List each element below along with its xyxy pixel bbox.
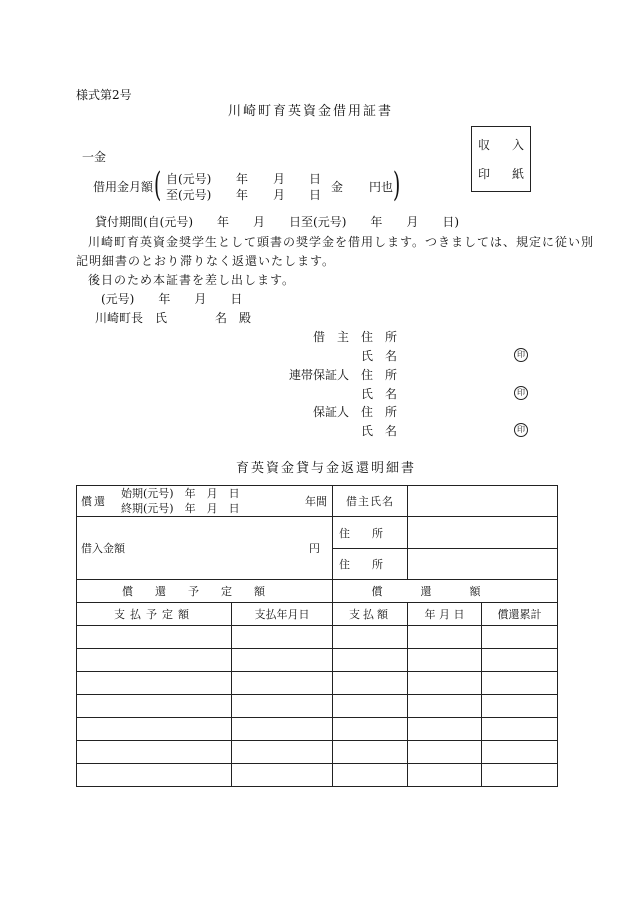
ymd-col: 年 月 日: [408, 603, 482, 626]
cell: [408, 741, 482, 764]
address-label: 住 所: [361, 405, 398, 419]
from-year: 年: [236, 172, 249, 186]
yen-suffix: 円也: [369, 180, 394, 194]
from-prefix: 自(元号): [166, 172, 212, 186]
address-label: 住 所: [361, 368, 398, 382]
cell: [232, 626, 333, 649]
to-prefix: 至(元号): [166, 188, 212, 202]
plan-amount-col: 支払予定額: [77, 603, 232, 626]
stamp-char: 入: [512, 138, 525, 152]
repayment-table: [76, 485, 558, 787]
table-row: [77, 626, 558, 649]
table-row: [77, 672, 558, 695]
cell: [408, 718, 482, 741]
cell: [482, 672, 558, 695]
cell: [232, 764, 333, 787]
seal-mark: 印: [514, 348, 528, 362]
plan-header: 償還予定額: [77, 580, 333, 603]
end-term: 終期(元号) 年 月 日: [121, 502, 240, 515]
stamp-char: 印: [478, 167, 491, 181]
cell: [333, 672, 408, 695]
loan-amount-cell: [77, 517, 333, 580]
borrower-label: 借 主: [313, 330, 350, 344]
yen-label: 円: [309, 542, 320, 555]
cell: [77, 741, 232, 764]
cell: [482, 741, 558, 764]
cell: [408, 649, 482, 672]
borrower-name-header: 借主氏名: [333, 486, 408, 517]
from-day: 日: [309, 172, 322, 186]
cell: [333, 718, 408, 741]
name-label: 氏 名: [361, 349, 398, 363]
cell: [482, 764, 558, 787]
addressee: 川崎町長 氏 名 殿: [95, 311, 252, 325]
cell: [232, 649, 333, 672]
address-header: 住 所: [333, 517, 408, 549]
to-year: 年: [236, 188, 249, 202]
table-row: [77, 764, 558, 787]
body-text-1: 川崎町育英資金奨学生として頭書の奨学金を借用します。つきましては、規定に従い別: [88, 235, 595, 249]
borrower-name-value: [408, 486, 558, 517]
date-line: (元号) 年 月 日: [101, 292, 243, 306]
repay-label: 償還: [81, 495, 107, 508]
to-month: 月: [273, 188, 286, 202]
cell: [232, 741, 333, 764]
cell: [232, 718, 333, 741]
left-paren: (: [153, 165, 162, 205]
cell: [77, 626, 232, 649]
cell: [408, 626, 482, 649]
cell: [482, 695, 558, 718]
cell: [333, 626, 408, 649]
stamp-char: 紙: [512, 167, 525, 181]
address-value: [408, 517, 558, 549]
cell: [77, 718, 232, 741]
joint-guarantor-label: 連帯保証人: [289, 368, 350, 382]
form-number: 様式第2号: [76, 88, 132, 102]
table-title: 育英資金貸与金返還明細書: [236, 461, 417, 476]
amount-label: 一金: [82, 150, 107, 164]
cell: [482, 718, 558, 741]
name-label: 氏 名: [361, 387, 398, 401]
seal-mark: 印: [514, 423, 528, 437]
cell: [77, 695, 232, 718]
table-row: [77, 517, 558, 549]
start-term: 始期(元号) 年 月 日: [121, 487, 240, 500]
cell: [232, 672, 333, 695]
cell: [482, 649, 558, 672]
body-text-3: 後日のため本証書を差し出します。: [88, 273, 296, 287]
table-row: [77, 695, 558, 718]
cell: [232, 695, 333, 718]
cell: [408, 764, 482, 787]
name-label: 氏 名: [361, 424, 398, 438]
revenue-stamp-box: [471, 126, 531, 192]
table-row: [77, 486, 558, 517]
table-row: [77, 718, 558, 741]
actual-header: 償還額: [333, 580, 558, 603]
loan-period: 貸付期間(自(元号) 年 月 日至(元号) 年 月 日): [95, 215, 460, 229]
pay-date-col: 支払年月日: [232, 603, 333, 626]
to-day: 日: [309, 188, 322, 202]
monthly-amount-label: 借用金月額: [93, 180, 154, 194]
right-paren: ): [392, 165, 401, 205]
seal-mark: 印: [514, 386, 528, 400]
years-label: 年間: [305, 495, 327, 508]
guarantor-label: 保証人: [313, 405, 350, 419]
cell: [408, 672, 482, 695]
cell: [77, 672, 232, 695]
body-text-2: 記明細書のとおり滞りなく返還いたします。: [76, 254, 336, 268]
table-row: [77, 603, 558, 626]
cell: [333, 649, 408, 672]
loan-amount-label: 借入金額: [81, 542, 125, 555]
cell: [77, 649, 232, 672]
kin-label: 金: [331, 180, 344, 194]
from-month: 月: [273, 172, 286, 186]
cell: [333, 764, 408, 787]
repayment-period-cell: [77, 486, 333, 517]
cell: [333, 741, 408, 764]
table-row: [77, 580, 558, 603]
cumulative-col: 償還累計: [482, 603, 558, 626]
address-header: 住 所: [333, 549, 408, 580]
address-label: 住 所: [361, 330, 398, 344]
cell: [77, 764, 232, 787]
document-title: 川崎町育英資金借用証書: [228, 104, 394, 119]
cell: [482, 626, 558, 649]
table-row: [77, 649, 558, 672]
address-value: [408, 549, 558, 580]
cell: [408, 695, 482, 718]
paid-amount-col: 支払額: [333, 603, 408, 626]
stamp-char: 収: [478, 138, 491, 152]
table-row: [77, 741, 558, 764]
cell: [333, 695, 408, 718]
